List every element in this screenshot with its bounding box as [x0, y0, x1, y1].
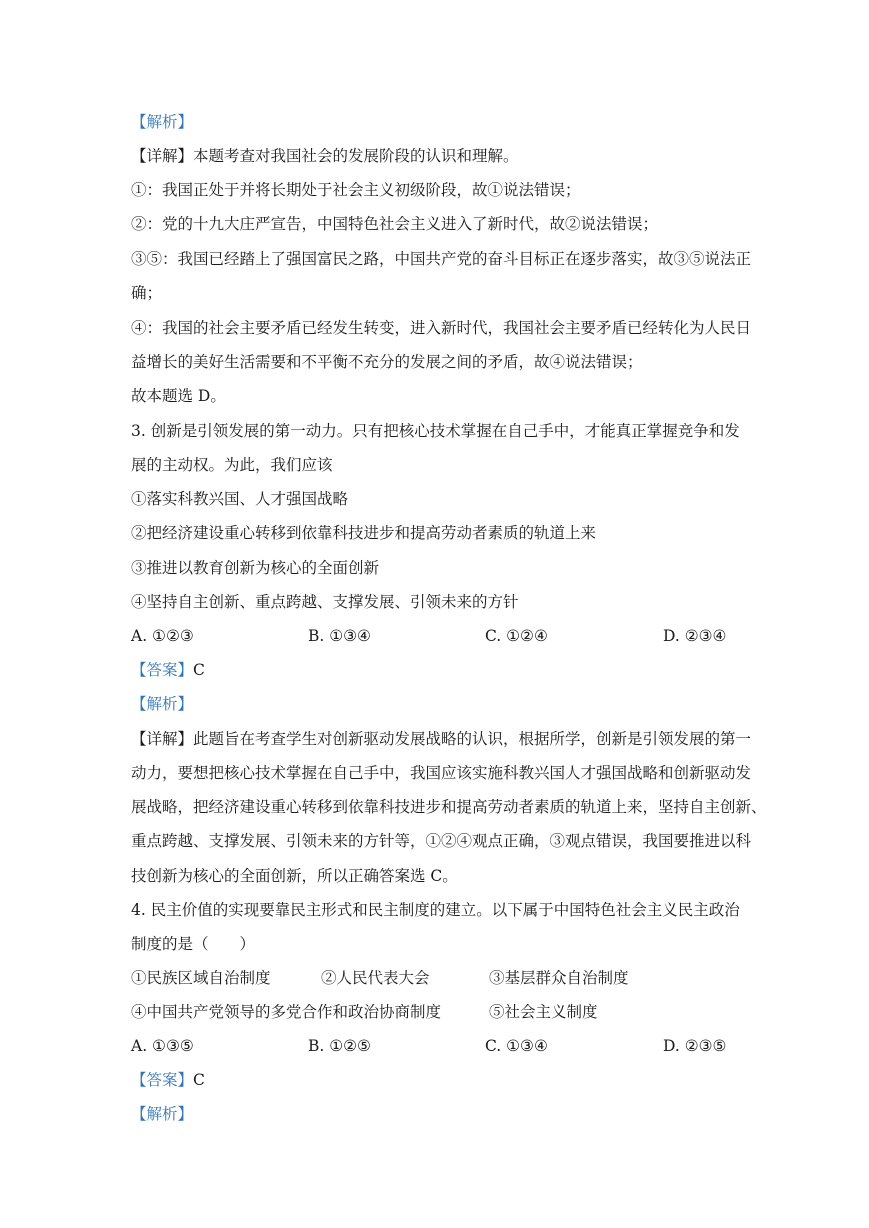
- question-stem: 制度的是（ ）: [131, 935, 256, 953]
- text-line: 动力，要想把核心技术掌握在自己手中，我国应该实施科教兴国人才强国战略和创新驱动发: [131, 764, 752, 782]
- detail-text: 本题考查对我国社会的发展阶段的认识和理解。: [193, 147, 519, 165]
- question-item: ④中国共产党领导的多党合作和政治协商制度: [131, 1003, 442, 1021]
- question-item: ③基层群众自治制度: [489, 969, 629, 987]
- text-line: ③⑤：我国已经踏上了强国富民之路，中国共产党的奋斗目标正在逐步落实，故③⑤说法正: [131, 250, 752, 268]
- text-line: 益增长的美好生活需要和不平衡不充分的发展之间的矛盾，故④说法错误；: [131, 353, 643, 371]
- option-d: D. ②③⑤: [663, 1037, 727, 1055]
- detail-tag: 【详解】: [131, 730, 194, 748]
- option-b: B. ①②⑤: [308, 1037, 371, 1055]
- option-a: A. ①③⑤: [131, 1037, 194, 1055]
- text-line: 重点跨越、支撑发展、引领未来的方针等，①②④观点正确，③观点错误，我国要推进以科: [131, 832, 752, 850]
- text-line: 展战略，把经济建设重心转移到依靠科技进步和提高劳动者素质的轨道上来，坚持自主创新、: [131, 798, 767, 816]
- text-line: ①：我国正处于并将长期处于社会主义初级阶段，故①说法错误；: [131, 181, 581, 199]
- detail-tag: 【详解】: [131, 147, 194, 165]
- answer-line: [131, 1070, 205, 1090]
- option-d: D. ②③④: [663, 627, 727, 645]
- analysis-tag: 【解析】: [131, 1105, 194, 1123]
- detail-line: [131, 146, 519, 166]
- option-c: C. ①②④: [485, 627, 548, 645]
- text-line: 确；: [131, 284, 163, 302]
- detail-text: 此题旨在考查学生对创新驱动发展战略的认识，根据所学，创新是引领发展的第一: [193, 730, 752, 748]
- text-line: 故本题选 D。: [131, 387, 226, 405]
- option-b: B. ①③④: [308, 627, 371, 645]
- question-item: ②人民代表大会: [321, 969, 430, 987]
- answer-line: [131, 660, 205, 680]
- text-line: ④：我国的社会主要矛盾已经发生转变，进入新时代，我国社会主要矛盾已经转化为人民日: [131, 319, 752, 337]
- question-item: ④坚持自主创新、重点跨越、支撑发展、引领未来的方针: [131, 593, 519, 611]
- question-stem: 3. 创新是引领发展的第一动力。只有把核心技术掌握在自己手中，才能真正掌握竞争和发: [131, 422, 740, 440]
- text-line: ②：党的十九大庄严宣告，中国特色社会主义进入了新时代，故②说法错误；: [131, 215, 659, 233]
- question-stem: 展的主动权。为此，我们应该: [131, 456, 333, 474]
- question-item: ②把经济建设重心转移到依靠科技进步和提高劳动者素质的轨道上来: [131, 524, 597, 542]
- question-stem: 4. 民主价值的实现要靠民主形式和民主制度的建立。以下属于中国特色社会主义民主政治: [131, 901, 740, 919]
- question-item: ①落实科教兴国、人才强国战略: [131, 490, 349, 508]
- answer-tag: 【答案】: [131, 661, 194, 679]
- question-item: ①民族区域自治制度: [131, 969, 271, 987]
- question-item: ③推进以教育创新为核心的全面创新: [131, 559, 380, 577]
- detail-line: [131, 729, 751, 749]
- option-c: C. ①③④: [485, 1037, 548, 1055]
- analysis-tag: 【解析】: [131, 113, 194, 131]
- answer-value: C: [193, 661, 205, 679]
- option-a: A. ①②③: [131, 627, 194, 645]
- analysis-tag: 【解析】: [131, 695, 194, 713]
- text-line: 技创新为核心的全面创新，所以正确答案选 C。: [131, 867, 458, 885]
- question-item: ⑤社会主义制度: [489, 1003, 598, 1021]
- answer-value: C: [193, 1071, 205, 1089]
- answer-tag: 【答案】: [131, 1071, 194, 1089]
